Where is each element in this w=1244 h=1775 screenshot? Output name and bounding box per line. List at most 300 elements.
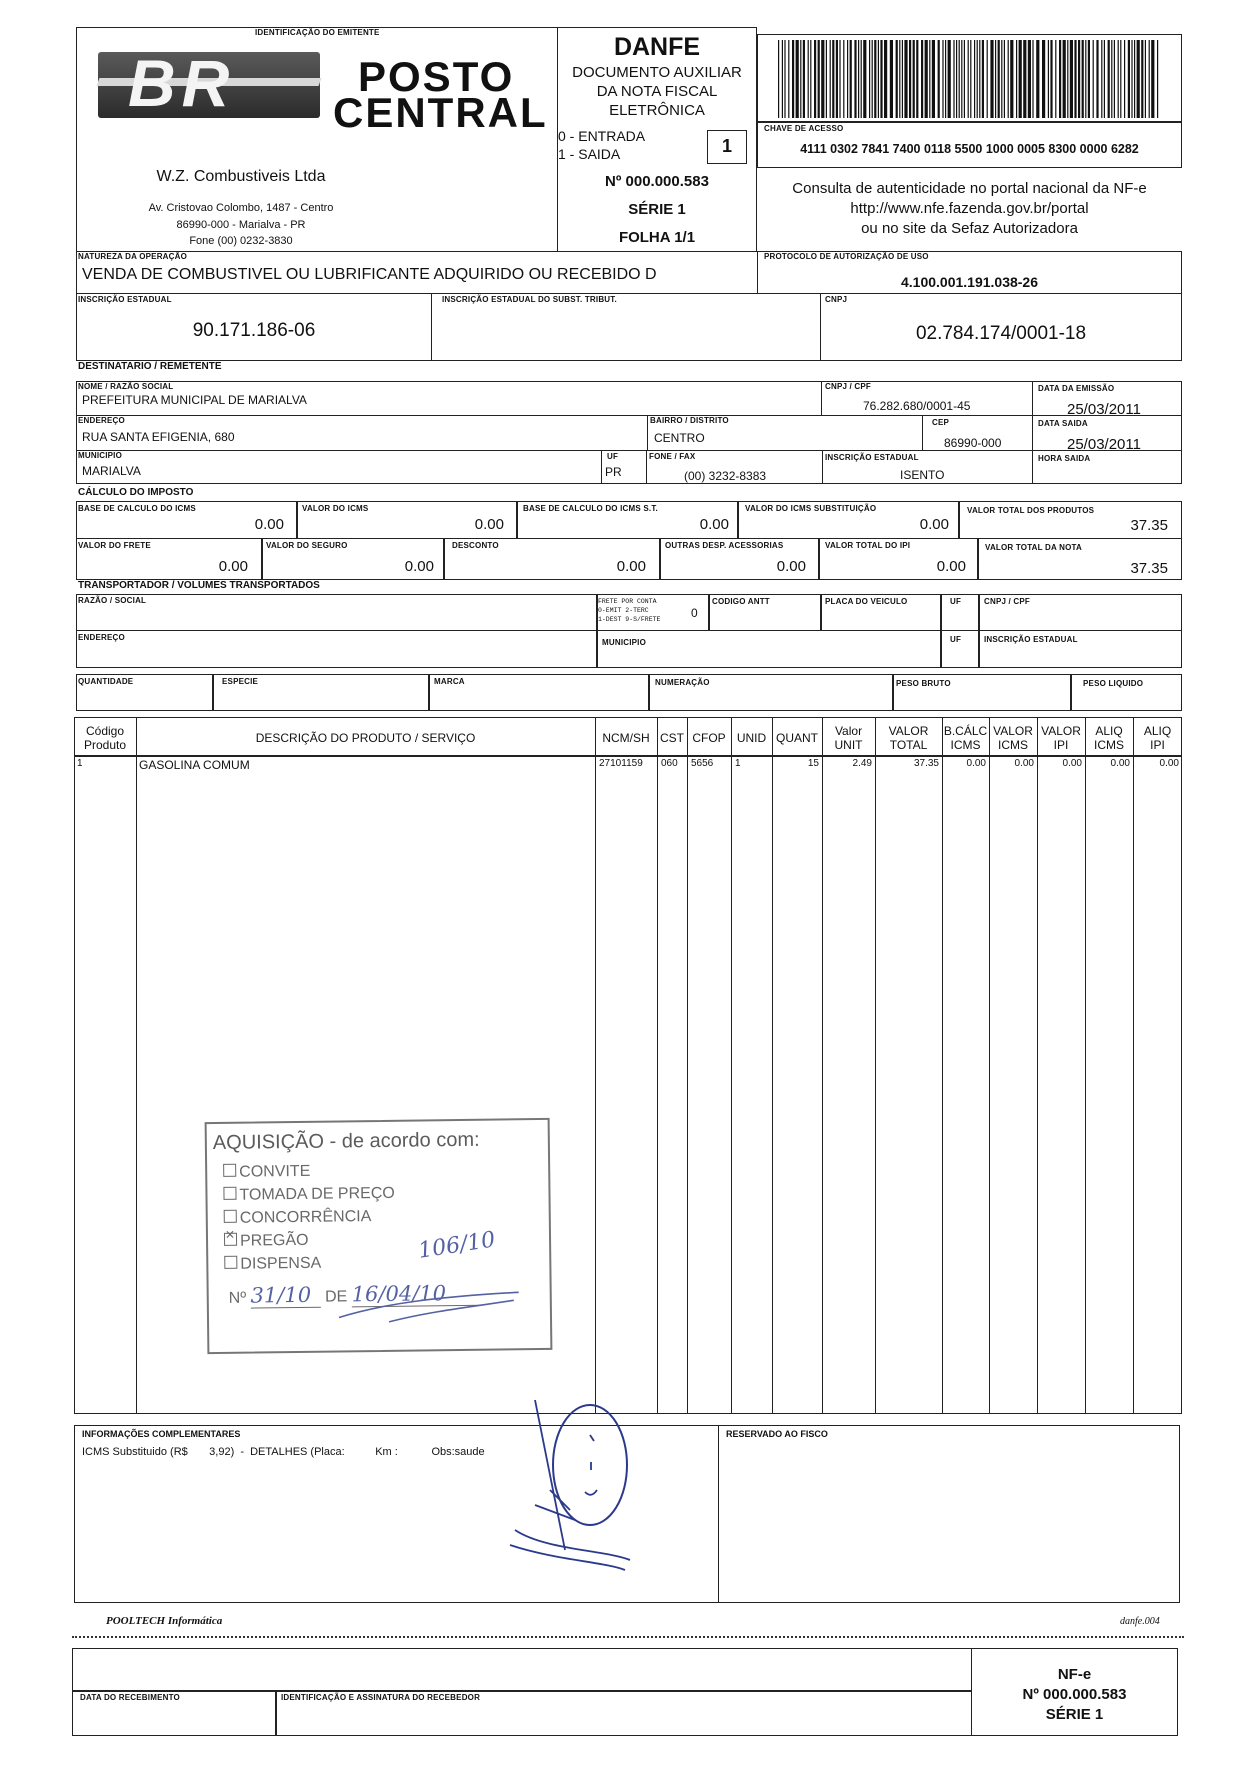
transp-r2-div3	[978, 630, 980, 668]
stamp-data: 16/04/10	[352, 1281, 482, 1308]
barcode-bar	[1028, 40, 1031, 118]
imposto-base-st-label: BASE DE CALCULO DO ICMS S.T.	[523, 504, 658, 513]
produtos-header-codigo: Código Produto	[83, 724, 127, 752]
barcode-bar	[942, 40, 943, 118]
stamp-scribble	[328, 1270, 529, 1332]
transp-marca-label: MARCA	[434, 677, 465, 686]
barcode-bar	[1101, 40, 1102, 118]
barcode-bar	[1074, 40, 1076, 118]
barcode-bar	[968, 40, 969, 118]
barcode-bar	[1157, 40, 1158, 118]
stamp-numero-prefix: Nº	[228, 1289, 247, 1307]
transp-uf-label: UF	[950, 597, 962, 606]
barcode-bar	[1016, 40, 1017, 118]
barcode-bar	[843, 40, 844, 118]
danfe-title: DANFE	[613, 33, 701, 61]
dest-nome: PREFEITURA MUNICIPAL DE MARIALVA	[82, 393, 307, 407]
danfe-saida: 1 - SAIDA	[558, 146, 621, 162]
barcode-bar	[803, 40, 805, 118]
transp-frete-line2: 0-EMIT 2-TERC	[598, 607, 649, 614]
produtos-cell-descricao: GASOLINA COMUM	[139, 758, 250, 772]
barcode-bar	[858, 40, 859, 118]
barcode-bar	[964, 40, 965, 118]
barcode-bar	[810, 40, 811, 118]
consulta-line1: Consulta de autenticidade no portal nacional da NF-e	[792, 180, 1147, 197]
produtos-cell-unid: 1	[735, 758, 741, 769]
barcode-bar	[921, 40, 923, 118]
imposto-outras-label: OUTRAS DESP. ACESSORIAS	[665, 541, 784, 550]
imposto-total-prod-label: VALOR TOTAL DOS PRODUTOS	[967, 506, 1095, 515]
dest-municipio-label: MUNICIPIO	[78, 451, 123, 460]
produtos-header-valor-icms: VALOR ICMS	[993, 724, 1033, 752]
br-logo	[98, 46, 320, 120]
barcode-bar	[1010, 40, 1013, 118]
dest-endereco-label: ENDEREÇO	[78, 416, 125, 425]
transp-ie-label: INSCRIÇÃO ESTADUAL	[984, 635, 1078, 644]
imposto-r1-div2	[516, 501, 518, 539]
transportador-section: TRANSPORTADOR / VOLUMES TRANSPORTADOS	[78, 580, 320, 591]
barcode-bar	[1070, 40, 1073, 118]
emitente-section-label: IDENTIFICAÇÃO DO EMITENTE	[255, 28, 380, 37]
imposto-desconto-label: DESCONTO	[452, 541, 499, 550]
barcode-bar	[796, 40, 799, 118]
barcode-bar	[1078, 40, 1080, 118]
dest-cnpj: 76.282.680/0001-45	[863, 399, 971, 413]
stamp-opt3-label: CONCORRÊNCIA	[239, 1208, 372, 1227]
fisco-label: RESERVADO AO FISCO	[726, 1429, 828, 1439]
transp-r1-div5	[978, 594, 980, 631]
barcode-bar	[1120, 40, 1121, 118]
danfe-folha: FOLHA 1/1	[618, 229, 696, 246]
aquisicao-stamp	[205, 1118, 553, 1354]
transp-municipio-label: MUNICIPIO	[602, 638, 647, 647]
produtos-col-divider	[657, 717, 658, 1414]
barcode-bar	[1004, 40, 1005, 118]
barcode-bar	[821, 40, 824, 118]
imposto-r2-div2	[443, 538, 445, 580]
transp-r1-div3	[820, 594, 822, 631]
produtos-header-cfop: CFOP	[692, 731, 726, 745]
barcode-bar	[890, 40, 893, 118]
barcode-bar	[977, 40, 978, 118]
barcode-bar	[874, 40, 876, 118]
produtos-header-bcalc-icms: B.CÁLC ICMS	[943, 724, 988, 752]
produtos-cell-ncm: 27101159	[599, 758, 643, 769]
barcode-bar	[818, 40, 820, 118]
logo-central: CENTRAL	[333, 89, 548, 136]
barcode-bar	[1036, 40, 1039, 118]
barcode-bar	[808, 40, 809, 118]
barcode-bar	[896, 40, 898, 118]
produtos-col-divider	[875, 717, 876, 1414]
stamp-opt2	[223, 1185, 395, 1205]
transp-cnpj-label: CNPJ / CPF	[984, 597, 1031, 606]
chave-label: CHAVE DE ACESSO	[764, 124, 844, 133]
barcode-bar	[938, 40, 940, 118]
imposto-valor-icms: 0.00	[474, 516, 504, 533]
imposto-total-nota: 37.35	[1130, 560, 1168, 577]
produtos-header-descricao: DESCRIÇÃO DO PRODUTO / SERVIÇO	[255, 731, 476, 745]
transp-placa-label: PLACA DO VEICULO	[825, 597, 908, 606]
produtos-cell-bcalc-icms: 0.00	[966, 758, 986, 769]
dest-fone: (00) 3232-8383	[684, 469, 767, 483]
barcode-bar	[1108, 40, 1110, 118]
barcode-bar	[878, 40, 879, 118]
barcode-bar	[1096, 40, 1098, 118]
checkbox-icon	[223, 1164, 236, 1177]
stamp-opt2-label: TOMADA DE PREÇO	[239, 1184, 395, 1204]
dest-nome-label: NOME / RAZÃO SOCIAL	[78, 382, 174, 391]
barcode-bar	[782, 40, 783, 118]
barcode-bar	[1023, 40, 1026, 118]
barcode-bar	[1001, 40, 1002, 118]
barcode-bar	[869, 40, 870, 118]
produtos-cell-valor-ipi: 0.00	[1062, 758, 1082, 769]
barcode-bar	[1128, 40, 1130, 118]
logo-posto: POSTO	[358, 53, 515, 100]
imposto-icms-sub: 0.00	[919, 516, 949, 533]
signature-mark	[505, 1400, 645, 1580]
barcode-bar	[929, 40, 930, 118]
barcode-bar	[1008, 40, 1009, 118]
barcode-bar	[1082, 40, 1084, 118]
danfe-entrada: 0 - ENTRADA	[558, 128, 646, 144]
canhoto-nfe: NF-e	[1057, 1666, 1092, 1683]
produtos-col-divider	[136, 717, 137, 1414]
transp-antt-label: CODIGO ANTT	[712, 597, 770, 606]
canhoto-vline	[275, 1690, 277, 1736]
barcode	[778, 40, 1160, 118]
transp-r3-div3	[648, 674, 650, 711]
transp-peso-liquido-label: PESO LIQUIDO	[1083, 679, 1144, 688]
dest-uf-label: UF	[607, 452, 619, 461]
inscricao-st-label: INSCRIÇÃO ESTADUAL DO SUBST. TRIBUT.	[442, 295, 617, 304]
barcode-bar	[1019, 40, 1022, 118]
canhoto-box	[72, 1648, 972, 1736]
produtos-header-valor-total: VALOR TOTAL	[888, 724, 929, 752]
barcode-bar	[904, 40, 907, 118]
transp-r1-div4	[940, 594, 942, 631]
transp-r2-div2	[940, 630, 942, 668]
produtos-header-cst: CST	[660, 731, 684, 745]
produtos-cell-quant: 15	[807, 758, 819, 769]
natureza-label: NATUREZA DA OPERAÇÃO	[78, 252, 188, 261]
barcode-bar	[792, 40, 794, 118]
transp-r2-div1	[596, 630, 598, 668]
checkbox-icon	[224, 1210, 237, 1223]
barcode-bar	[925, 40, 928, 118]
barcode-bar	[778, 40, 779, 118]
checkbox-icon	[224, 1256, 237, 1269]
canhoto-recebimento-label: DATA DO RECEBIMENTO	[80, 1693, 180, 1702]
imposto-ipi: 0.00	[936, 558, 966, 575]
produtos-header-unid: UNID	[736, 731, 767, 745]
stamp-numero: 31/10	[250, 1283, 320, 1309]
barcode-bar	[826, 40, 827, 118]
dest-emissao: 25/03/2011	[1067, 401, 1141, 418]
emitente-address1: Av. Cristovao Colombo, 1487 - Centro	[148, 202, 334, 214]
transp-frete-line3: 1-DEST 9-S/FRETE	[598, 616, 661, 623]
dest-municipio: MARIALVA	[82, 464, 141, 478]
canhoto-assinatura-label: IDENTIFICAÇÃO E ASSINATURA DO RECEBEDOR	[281, 1693, 481, 1702]
produtos-col-divider	[989, 717, 990, 1414]
dest-cep: 86990-000	[944, 436, 1002, 450]
stamp-opt1	[223, 1163, 310, 1182]
transp-numeracao-label: NUMERAÇÃO	[655, 678, 710, 687]
barcode-bar	[1145, 40, 1146, 118]
imposto-ipi-label: VALOR TOTAL DO IPI	[825, 541, 911, 550]
produtos-header-valor-ipi: VALOR IPI	[1041, 724, 1081, 752]
barcode-bar	[987, 40, 988, 118]
imposto-r2-div1	[261, 538, 263, 580]
consulta-line3: ou no site da Sefaz Autorizadora	[861, 220, 1078, 237]
produtos-cell-cfop: 5656	[691, 758, 714, 769]
barcode-bar	[880, 40, 882, 118]
barcode-bar	[1111, 40, 1112, 118]
protocolo-label: PROTOCOLO DE AUTORIZAÇÃO DE USO	[764, 252, 929, 261]
dest-saida: 25/03/2011	[1067, 436, 1141, 453]
barcode-bar	[1141, 40, 1143, 118]
dest-saida-label: DATA SAIDA	[1038, 419, 1088, 428]
stamp-opt5-label: DISPENSA	[240, 1254, 322, 1273]
consulta-line2: http://www.nfe.fazenda.gov.br/portal	[850, 200, 1089, 217]
barcode-bar	[1131, 40, 1132, 118]
barcode-bar	[899, 40, 900, 118]
barcode-bar	[1085, 40, 1086, 118]
canhoto-hline	[72, 1690, 972, 1692]
produtos-cell-valor-icms: 0.00	[1014, 758, 1034, 769]
dest-cep-label: CEP	[932, 418, 950, 427]
produtos-col-divider	[1037, 717, 1038, 1414]
barcode-bar	[945, 40, 946, 118]
barcode-bar	[1048, 40, 1049, 118]
barcode-bar	[1114, 40, 1115, 118]
imposto-r1-div3	[737, 501, 739, 539]
imposto-r2-div3	[659, 538, 661, 580]
barcode-bar	[861, 40, 862, 118]
imposto-r2-div4	[818, 538, 820, 580]
imposto-base-st: 0.00	[699, 516, 729, 533]
imposto-frete-label: VALOR DO FRETE	[78, 541, 151, 550]
barcode-bar	[788, 40, 789, 118]
vendor-label: POOLTECH Informática	[106, 1615, 223, 1627]
barcode-bar	[1050, 40, 1052, 118]
barcode-bar	[961, 40, 962, 118]
transp-endereco-label: ENDEREÇO	[78, 633, 125, 642]
dest-cnpj-label: CNPJ / CPF	[825, 382, 872, 391]
checked-box-icon: ✕	[224, 1233, 237, 1246]
barcode-bar	[832, 40, 834, 118]
barcode-bar	[974, 40, 975, 118]
stamp-opt5	[224, 1255, 321, 1274]
produtos-cell-codigo: 1	[77, 758, 83, 769]
barcode-bar	[990, 40, 993, 118]
barcode-bar	[1134, 40, 1135, 118]
dest-bairro: CENTRO	[654, 431, 705, 445]
barcode-bar	[1118, 40, 1119, 118]
transp-peso-bruto-label: PESO BRUTO	[896, 679, 951, 688]
canhoto-serie: SÉRIE 1	[1045, 1706, 1104, 1723]
chave-value: 4111 0302 7841 7400 0118 5500 1000 0005 8300 0000 6282	[800, 142, 1139, 156]
barcode-bar	[1137, 40, 1140, 118]
stamp-opt4-label: PREGÃO	[239, 1231, 309, 1250]
produtos-col-divider	[1085, 717, 1086, 1414]
imposto-base-icms: 0.00	[254, 516, 284, 533]
dest-emissao-label: DATA DA EMISSÃO	[1038, 384, 1115, 393]
barcode-bar	[1149, 40, 1150, 118]
produtos-cell-aliq-ipi: 0.00	[1159, 758, 1179, 769]
barcode-bar	[998, 40, 1000, 118]
barcode-bar	[959, 40, 960, 118]
produtos-col-divider	[731, 717, 732, 1414]
transp-frete-line1: FRETE POR CONTA	[598, 598, 657, 605]
imposto-base-icms-label: BASE DE CALCULO DO ICMS	[78, 504, 196, 513]
barcode-bar	[902, 40, 903, 118]
imposto-section: CÁLCULO DO IMPOSTO	[78, 487, 194, 498]
barcode-bar	[863, 40, 866, 118]
dest-hora-label: HORA SAIDA	[1038, 454, 1091, 463]
cnpj-label: CNPJ	[825, 295, 848, 304]
emitente-company: W.Z. Combustiveis Ltda	[156, 168, 326, 185]
info-text: ICMS Substituido (R$ 3,92) - DETALHES (Placa: Km : Obs:saude	[82, 1446, 485, 1458]
dest-uf: PR	[605, 465, 622, 479]
produtos-col-divider	[822, 717, 823, 1414]
danfe-subtitle2: DA NOTA FISCAL	[596, 83, 718, 100]
barcode-bar	[830, 40, 831, 118]
barcode-bar	[850, 40, 852, 118]
dest-fone-label: FONE / FAX	[649, 452, 696, 461]
imposto-desconto: 0.00	[616, 558, 646, 575]
barcode-bar	[1067, 40, 1068, 118]
br-logo-text: BR	[128, 46, 236, 120]
barcode-bar	[956, 40, 957, 118]
stamp-handwritten-ref: 106/10	[416, 1227, 497, 1264]
dest-municipio-box	[76, 450, 602, 484]
barcode-bar	[1055, 40, 1056, 118]
barcode-bar	[1059, 40, 1061, 118]
emitente-address2: 86990-000 - Marialva - PR	[176, 219, 306, 231]
destinatario-section: DESTINATARIO / REMETENTE	[78, 361, 222, 372]
barcode-bar	[916, 40, 918, 118]
imposto-r2-div5	[977, 538, 979, 580]
barcode-bar	[854, 40, 856, 118]
transp-r3-div4	[892, 674, 894, 711]
produtos-col-divider	[687, 717, 688, 1414]
dest-endereco: RUA SANTA EFIGENIA, 680	[82, 430, 235, 444]
cnpj-value: 02.784.174/0001-18	[915, 323, 1087, 344]
danfe-tipo: 1	[721, 136, 732, 156]
barcode-bar	[1032, 40, 1033, 118]
transp-quantidade-label: QUANTIDADE	[78, 677, 134, 686]
stamp-title: AQUISIÇÃO - de acordo com:	[212, 1128, 480, 1155]
danfe-subtitle1: DOCUMENTO AUXILIAR	[572, 64, 742, 81]
danfe-serie: SÉRIE 1	[628, 201, 686, 218]
imposto-total-prod: 37.35	[1130, 517, 1168, 534]
produtos-col-divider	[595, 717, 596, 1414]
imposto-outras: 0.00	[776, 558, 806, 575]
inscricao-label: INSCRIÇÃO ESTADUAL	[78, 295, 172, 304]
stamp-opt4	[224, 1227, 309, 1251]
produtos-cell-cst: 060	[661, 758, 678, 769]
imposto-total-nota-label: VALOR TOTAL DA NOTA	[985, 543, 1082, 552]
barcode-bar	[784, 40, 785, 118]
barcode-bar	[1088, 40, 1090, 118]
barcode-bar	[1093, 40, 1094, 118]
stamp-opt3	[224, 1208, 372, 1228]
barcode-bar	[953, 40, 954, 118]
barcode-bar	[970, 40, 971, 118]
danfe-numero: Nº 000.000.583	[605, 173, 709, 190]
produtos-col-divider	[942, 717, 943, 1414]
transp-uf2-label: UF	[950, 635, 962, 644]
barcode-bar	[1104, 40, 1105, 118]
transp-especie-label: ESPECIE	[222, 677, 259, 686]
produtos-header-valor-unit: Valor UNIT	[834, 724, 863, 752]
imposto-r1-div4	[958, 501, 960, 539]
barcode-bar	[884, 40, 887, 118]
barcode-bar	[982, 40, 984, 118]
barcode-bar	[847, 40, 848, 118]
barcode-bar	[979, 40, 980, 118]
imposto-seguro: 0.00	[404, 558, 434, 575]
stamp-de: DE	[324, 1288, 348, 1306]
barcode-bar	[836, 40, 838, 118]
imposto-seguro-label: VALOR DO SEGURO	[266, 541, 348, 550]
barcode-bar	[814, 40, 816, 118]
barcode-bar	[800, 40, 801, 118]
barcode-bar	[839, 40, 840, 118]
produtos-header-ncm: NCM/SH	[602, 731, 650, 745]
transp-r1-div2	[708, 594, 710, 631]
transp-r3-div2	[428, 674, 430, 711]
natureza-value: VENDA DE COMBUSTIVEL OU LUBRIFICANTE ADQUIRIDO OU RECEBIDO D	[82, 266, 657, 283]
barcode-bar	[995, 40, 996, 118]
barcode-bar	[1042, 40, 1045, 118]
produtos-header-line	[74, 755, 1182, 757]
canhoto-numero: Nº 000.000.583	[1022, 1686, 1127, 1703]
danfe-subtitle3: ELETRÔNICA	[609, 102, 705, 119]
dest-ie-label: INSCRIÇÃO ESTADUAL	[825, 453, 919, 462]
produtos-header-quant: QUANT	[776, 731, 818, 745]
cut-line	[72, 1636, 1184, 1638]
produtos-header-aliq-icms: ALIQ ICMS	[1094, 724, 1124, 752]
produtos-cell-valor-unit: 2.49	[852, 758, 872, 769]
chave-divider	[757, 121, 1182, 123]
imposto-valor-icms-label: VALOR DO ICMS	[302, 504, 369, 513]
inscricao-value: 90.171.186-06	[192, 320, 316, 341]
footer-ref: danfe.004	[1120, 1616, 1160, 1627]
dest-bairro-label: BAIRRO / DISTRITO	[650, 416, 729, 425]
fisco-box	[718, 1425, 1180, 1603]
transp-razao-label: RAZÃO / SOCIAL	[78, 596, 147, 605]
barcode-bar	[948, 40, 951, 118]
barcode-bar	[872, 40, 873, 118]
produtos-header-aliq-ipi: ALIQ IPI	[1143, 724, 1172, 752]
barcode-bar	[909, 40, 911, 118]
protocolo-value: 4.100.001.191.038-26	[900, 274, 1038, 290]
barcode-bar	[1151, 40, 1154, 118]
barcode-bar	[1063, 40, 1066, 118]
barcode-bar	[932, 40, 935, 118]
transp-frete-value: 0	[691, 606, 698, 620]
produtos-col-divider	[1133, 717, 1134, 1414]
transp-r3-div1	[212, 674, 214, 711]
transp-r3-div5	[1070, 674, 1072, 711]
imposto-frete: 0.00	[218, 558, 248, 575]
imposto-r1-div1	[296, 501, 298, 539]
produtos-cell-aliq-icms: 0.00	[1110, 758, 1130, 769]
checkbox-icon	[223, 1187, 236, 1200]
